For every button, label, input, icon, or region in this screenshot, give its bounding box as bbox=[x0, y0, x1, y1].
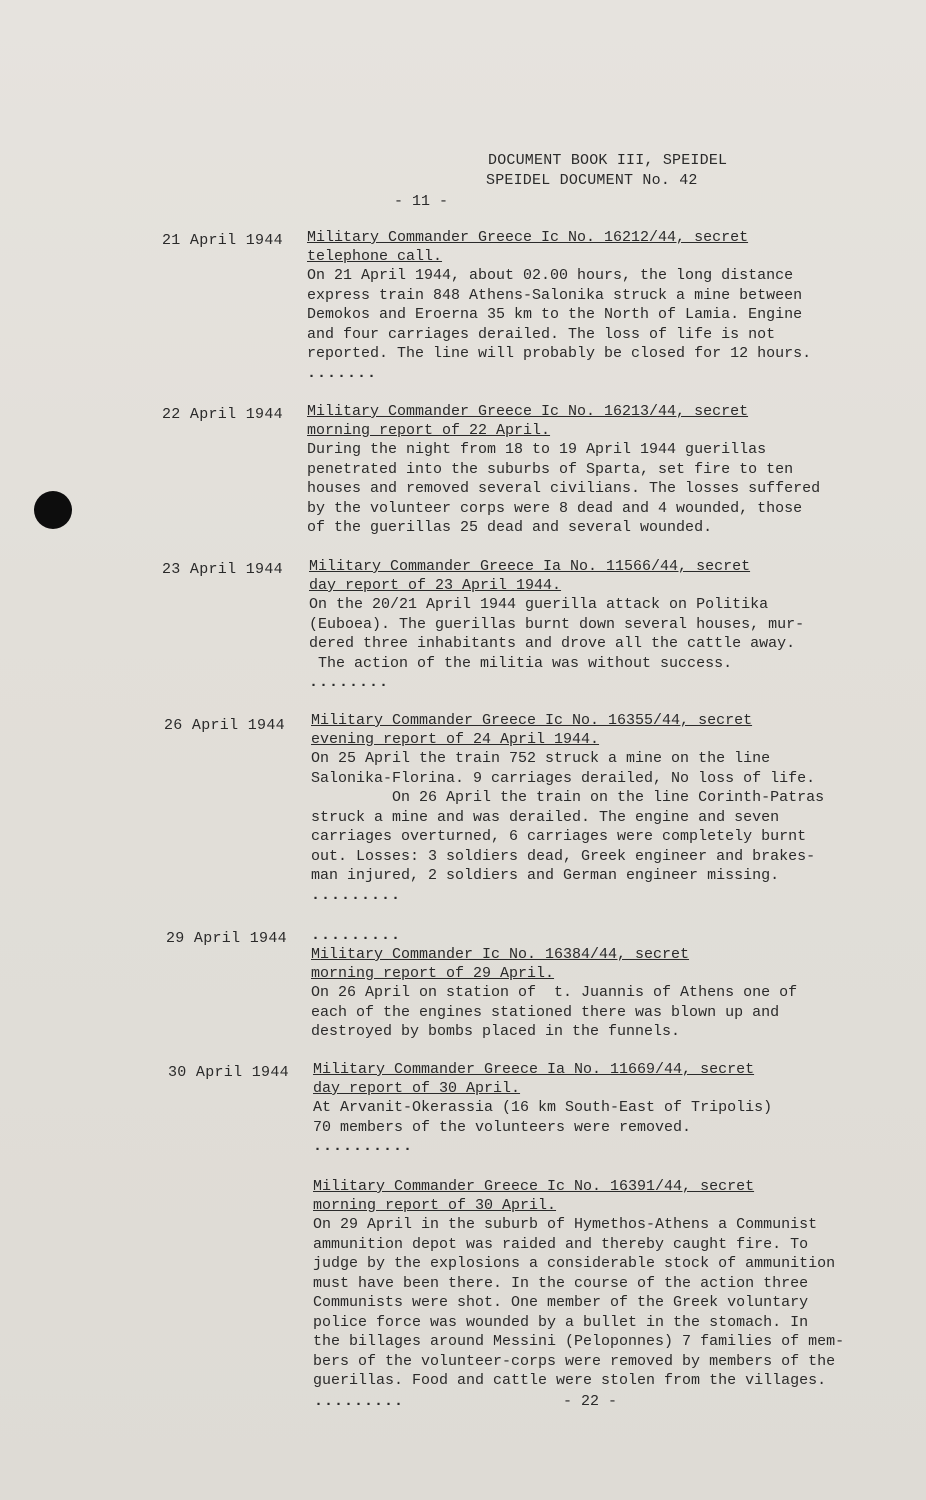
entry-text-line: dered three inhabitants and drove all the cattle away. bbox=[309, 635, 796, 652]
entry-reference: morning report of 29 April. bbox=[311, 965, 555, 982]
entry-text-line: reported. The line will probably be closed for 12 hours. bbox=[307, 345, 812, 362]
entry-text-line: On 21 April 1944, about 02.00 hours, the long distance bbox=[307, 267, 794, 284]
entry-reference: Military Commander Greece Ia No. 11669/44, secret bbox=[313, 1061, 755, 1078]
entry-reference: Military Commander Greece Ic No. 16355/44, secret bbox=[311, 712, 753, 729]
entry-text-line: judge by the explosions a considerable stock of ammunition bbox=[313, 1255, 836, 1272]
entry-date: 22 April 1944 bbox=[162, 406, 283, 423]
entry-text-line: On 25 April the train 752 struck a mine on the line bbox=[311, 750, 771, 767]
entry-text-line: On 26 April on station of t. Juannis of Athens one of bbox=[311, 984, 798, 1001]
omission-dots: ........ bbox=[309, 674, 390, 691]
entry-body bbox=[309, 557, 889, 692]
entry-text-line: express train 848 Athens-Salonika struck a mine between bbox=[307, 286, 803, 304]
entry-reference: Military Commander Ic No. 16384/44, secret bbox=[311, 946, 690, 963]
omission-dots: ....... bbox=[307, 364, 378, 382]
entry-body bbox=[313, 1177, 893, 1391]
entry-date: 23 April 1944 bbox=[162, 561, 283, 578]
entry-text-line: houses and removed several civilians. The losses suffered bbox=[307, 480, 821, 497]
entry-text-line: each of the engines stationed there was blown up and bbox=[311, 1003, 780, 1021]
punch-hole-top bbox=[34, 491, 72, 529]
omission-dots: ......... bbox=[311, 927, 402, 944]
entry-text-line: must have been there. In the course of the action three bbox=[313, 1274, 809, 1292]
entry-text-line: of the guerillas 25 dead and several wounded. bbox=[307, 519, 713, 536]
entry-text-line: struck a mine and was derailed. The engine and seven bbox=[311, 808, 780, 826]
entry-reference: morning report of 30 April. bbox=[313, 1197, 557, 1214]
entry-date: 29 April 1944 bbox=[166, 930, 287, 947]
entry-text-line: The action of the militia was without success. bbox=[309, 654, 733, 672]
entry-text-line: out. Losses: 3 soldiers dead, Greek engineer and brakes- bbox=[311, 847, 816, 865]
entry-text-line: (Euboea). The guerillas burnt down several houses, mur- bbox=[309, 615, 805, 633]
entry-text-line: On 26 April the train on the line Corinth-Patras bbox=[311, 789, 825, 806]
omission-dots: ......... bbox=[311, 886, 402, 904]
entry-body bbox=[311, 711, 891, 905]
entry-text-line: At Arvanit-Okerassia (16 km South-East of Tripolis) bbox=[313, 1099, 773, 1116]
entry-text-line: destroyed by bombs placed in the funnels. bbox=[311, 1023, 681, 1040]
entry-text-line: the billages around Messini (Peloponnes) 7 families of mem- bbox=[313, 1333, 845, 1350]
entry-text-line: police force was wounded by a bullet in the stomach. In bbox=[313, 1313, 809, 1331]
omission-dots: .......... bbox=[313, 1138, 414, 1155]
entry-body bbox=[307, 228, 887, 383]
document-header-line1: DOCUMENT BOOK III, SPEIDEL bbox=[488, 152, 728, 169]
entry-text-line: penetrated into the suburbs of Sparta, set fire to ten bbox=[307, 460, 794, 478]
entry-text-line: During the night from 18 to 19 April 1944 guerillas bbox=[307, 441, 767, 458]
entry-text-line: guerillas. Food and cattle were stolen from the villages. bbox=[313, 1372, 827, 1389]
entry-reference: Military Commander Greece Ic No. 16391/44, secret bbox=[313, 1178, 755, 1195]
entry-reference: evening report of 24 April 1944. bbox=[311, 731, 600, 748]
page-number: - 22 - bbox=[563, 1393, 618, 1410]
entry-text-line: ammunition depot was raided and thereby caught fire. To bbox=[313, 1235, 809, 1253]
entry-text-line: Communists were shot. One member of the Greek voluntary bbox=[313, 1294, 809, 1311]
entry-body bbox=[313, 1060, 893, 1156]
entry-body bbox=[311, 926, 891, 1042]
entry-reference: Military Commander Greece Ic No. 16212/44, secret bbox=[307, 229, 749, 246]
entry-date: 26 April 1944 bbox=[164, 717, 285, 734]
document-header-line2: SPEIDEL DOCUMENT No. 42 bbox=[486, 172, 698, 189]
entry-text-line: bers of the volunteer-corps were removed by members of the bbox=[313, 1352, 836, 1370]
page-marker: - 11 - bbox=[394, 193, 449, 210]
entry-reference: Military Commander Greece Ic No. 16213/44, secret bbox=[307, 403, 749, 420]
entry-date: 21 April 1944 bbox=[162, 232, 283, 249]
entry-text-line: man injured, 2 soldiers and German engineer missing. bbox=[311, 867, 780, 884]
entry-reference: telephone call. bbox=[307, 248, 443, 265]
entry-body bbox=[307, 402, 887, 538]
entry-text-line: by the volunteer corps were 8 dead and 4 wounded, those bbox=[307, 499, 803, 517]
entry-text-line: On the 20/21 April 1944 guerilla attack on Politika bbox=[309, 596, 769, 613]
entry-reference: day report of 30 April. bbox=[313, 1080, 521, 1097]
entry-reference: Military Commander Greece Ia No. 11566/44, secret bbox=[309, 558, 751, 575]
entry-text-line: Salonika-Florina. 9 carriages derailed, No loss of life. bbox=[311, 769, 816, 787]
entry-reference: day report of 23 April 1944. bbox=[309, 577, 562, 594]
entry-text-line: Demokos and Eroerna 35 km to the North of Lamia. Engine bbox=[307, 306, 803, 323]
omission-dots: ......... bbox=[314, 1393, 405, 1410]
entry-text-line: and four carriages derailed. The loss of life is not bbox=[307, 325, 776, 343]
entry-text-line: On 29 April in the suburb of Hymethos-Athens a Communist bbox=[313, 1216, 818, 1233]
entry-text-line: carriages overturned, 6 carriages were completely burnt bbox=[311, 828, 807, 845]
entry-reference: morning report of 22 April. bbox=[307, 422, 551, 439]
entry-date: 30 April 1944 bbox=[168, 1064, 289, 1081]
entry-text-line: 70 members of the volunteers were removed. bbox=[313, 1118, 692, 1136]
